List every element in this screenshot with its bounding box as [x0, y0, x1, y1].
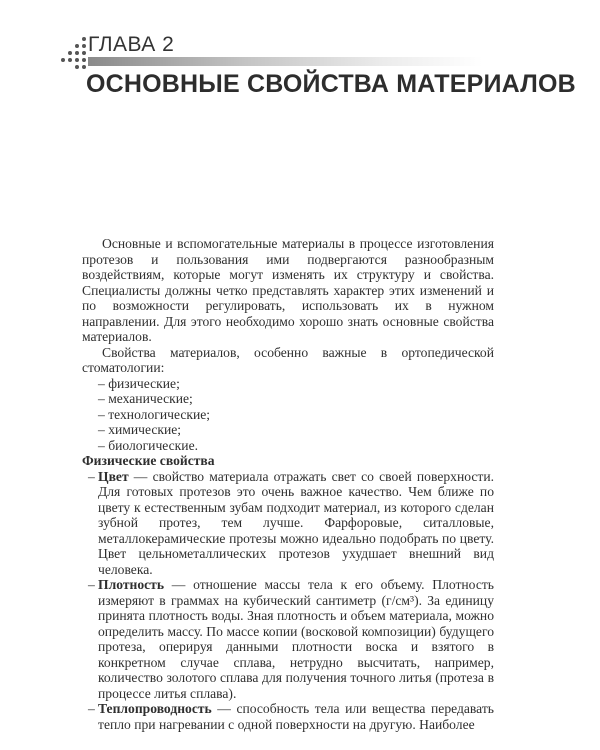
intro-paragraph: Основные и вспомогательные материалы в процессе изготовления протезов и пользования ими подвергаются разнообразным воздействиям, которые могут изменять их структуру и свойства. Специалисты должны четко представлять характер этих изменений и по возможности регулировать, использовать их в нужном направлении. Для этого необходимо хорошо знать основные свойства материалов.	[82, 236, 494, 344]
definitions-list	[82, 469, 494, 733]
list-item: – механические;	[98, 391, 494, 407]
definition-term: Теплопроводность	[98, 701, 212, 716]
definition-text: — отношение массы тела к его объему. Плотность измеряют в граммах на кубический сантиметр (г/см³). За единицу принята плотность воды. Зная плотность и объем материала, можно определить массу. По массе копии (восковой композиции) будущего протеза, оперируя данными плотности воска и взятого в конкретном случае сплава, нетрудно высчитать, например, количество золотого сплава для получения точного литья (протеза в процессе литья сплава).	[98, 577, 494, 701]
definition-item	[98, 701, 494, 732]
definition-item	[98, 469, 494, 578]
properties-intro: Свойства материалов, особенно важные в ортопедической стоматологии:	[82, 344, 494, 375]
list-item: – технологические;	[98, 407, 494, 423]
definition-text: — свойство материала отражать свет со своей поверхности. Для готовых протезов это очень важное качество. Чем ближе по цвету к естественным зубам подходит материал, из которого сделан зубной протез, тем лучше. Фарфоровые, ситалловые, металлокерамические протезы можно идеально подобрать по цвету. Цвет цельнометаллических протезов ухудшает внешний вид человека.	[98, 468, 494, 577]
definition-text: — способность тела или вещества передавать тепло при нагревании с одной поверхности на другую. Наиболее	[98, 701, 494, 732]
definition-term: Плотность	[98, 577, 165, 592]
section-heading: Физические свойства	[82, 453, 215, 468]
header-gradient-rule	[88, 57, 483, 66]
chapter-title: ОСНОВНЫЕ СВОЙСТВА МАТЕРИАЛОВ	[86, 70, 576, 98]
definition-item	[98, 577, 494, 701]
list-item: – биологические.	[98, 438, 494, 454]
property-list	[82, 376, 494, 454]
chapter-label: ГЛАВА 2	[88, 33, 175, 56]
body-text	[82, 236, 494, 732]
list-item: – физические;	[98, 376, 494, 392]
definition-term: Цвет	[98, 468, 129, 484]
list-item: – химические;	[98, 422, 494, 438]
